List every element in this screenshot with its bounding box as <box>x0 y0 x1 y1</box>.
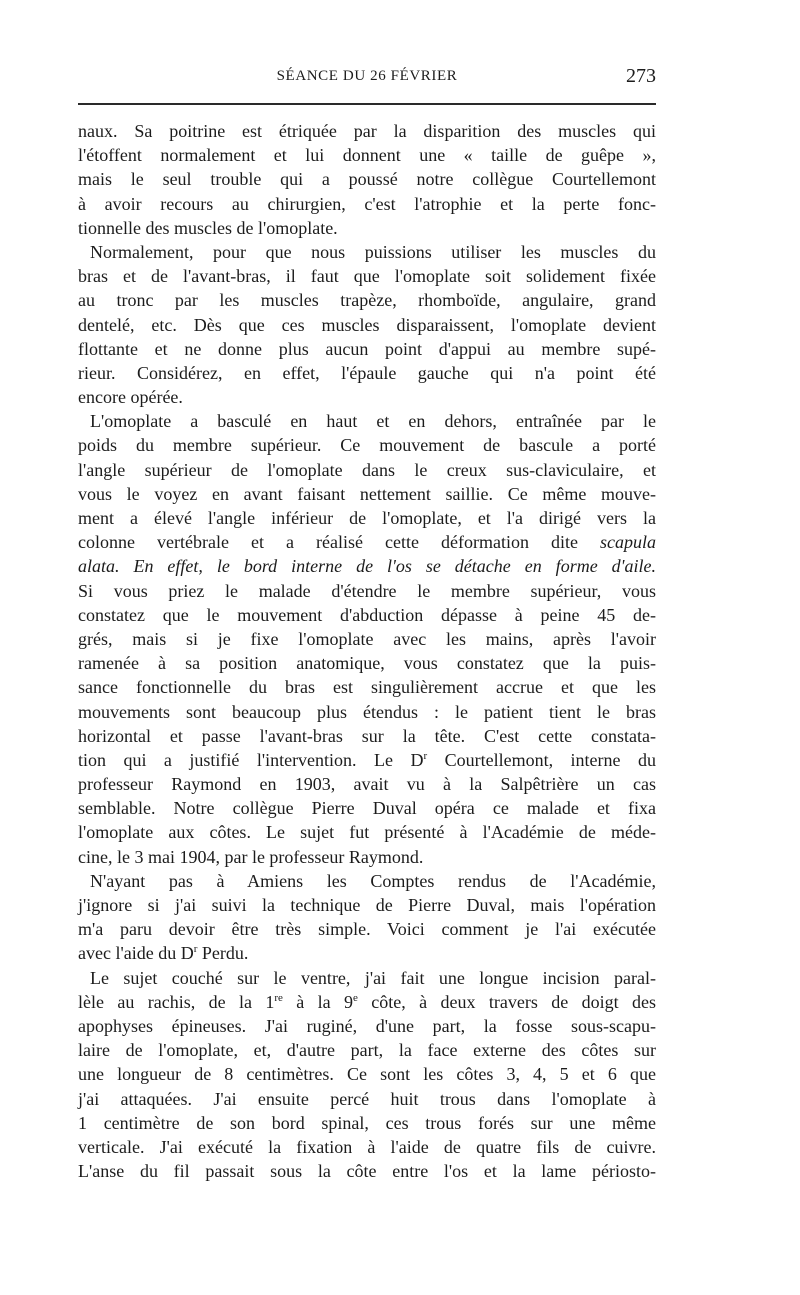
text-line: ment a élevé l'angle inférieur de l'omoplate, et l'a dirigé vers la <box>78 508 656 528</box>
text-line: vous le voyez en avant faisant nettement saillie. Ce même mouve- <box>78 483 656 504</box>
text-segment: tion qui a justifié l'intervention. Le D <box>78 749 424 770</box>
superscript: r <box>193 943 198 956</box>
page-number: 273 <box>626 65 656 87</box>
italic-term: alata. En effet, le bord interne de l'os se détache en forme d'aile. <box>78 556 656 577</box>
page-header <box>78 65 656 96</box>
text-segment: lèle au rachis, de la 1 <box>78 991 275 1012</box>
superscript: re <box>274 991 283 1004</box>
text-line: j'ignore si j'ai suivi la technique de Pierre Duval, mais l'opération <box>78 895 656 915</box>
text-segment: Perdu. <box>197 943 249 964</box>
text-segment: côte, à deux travers de doigt des <box>357 991 656 1012</box>
superscript: e <box>353 991 358 1004</box>
text-line: bras et de l'avant-bras, il faut que l'omoplate soit solidement fixée <box>78 266 656 287</box>
text-line: m'a paru devoir être très simple. Voici comment je l'ai exécutée <box>78 919 656 940</box>
text-line: l'omoplate aux côtes. Le sujet fut présenté à l'Académie de méde- <box>78 822 656 843</box>
text-line: horizontal et passe l'avant-bras sur la tête. C'est cette constata- <box>78 725 656 746</box>
text-line-with-superscript <box>78 941 656 965</box>
text-line: verticale. J'ai exécuté la fixation à l'aide de quatre fils de cuivre. <box>78 1136 656 1157</box>
text-segment: avec l'aide du D <box>78 943 194 964</box>
header-rule <box>78 103 656 105</box>
text-line: Si vous priez le malade d'étendre le membre supérieur, vous <box>78 580 656 601</box>
text-line: une longueur de 8 centimètres. Ce sont les côtes 3, 4, 5 et 6 que <box>78 1064 656 1085</box>
text-line: flottante et ne donne plus aucun point d'appui au membre supé- <box>78 338 656 359</box>
text-segment: colonne vertébrale et a réalisé cette déformation dite <box>78 532 578 553</box>
text-line: N'ayant pas à Amiens les Comptes rendus de l'Académie, <box>90 870 656 891</box>
text-line <box>78 554 656 578</box>
text-line: L'anse du fil passait sous la côte entre l'os et la lame périosto- <box>78 1161 656 1182</box>
text-line: cine, le 3 mai 1904, par le professeur Raymond. <box>78 846 424 867</box>
text-line: encore opérée. <box>78 387 183 408</box>
superscript: r <box>423 749 428 762</box>
text-line: mouvements sont beaucoup plus étendus : le patient tient le bras <box>78 701 656 722</box>
text-line: sance fonctionnelle du bras est singulièrement accrue et que les <box>78 677 656 698</box>
text-line: rieur. Considérez, en effet, l'épaule gauche qui n'a point été <box>78 362 656 383</box>
text-line: professeur Raymond en 1903, avait vu à la Salpêtrière un cas <box>78 774 656 795</box>
text-line: l'angle supérieur de l'omoplate dans le creux sus-claviculaire, et <box>78 459 656 480</box>
text-line: mais le seul trouble qui a poussé notre collègue Courtellemont <box>78 169 656 190</box>
body-text <box>78 119 656 1183</box>
text-line: j'ai attaquées. J'ai ensuite percé huit trous dans l'omoplate à <box>78 1088 656 1109</box>
text-line: apophyses épineuses. J'ai ruginé, d'une part, la fosse sous-scapu- <box>78 1015 656 1036</box>
text-segment: à la 9 <box>282 991 354 1012</box>
text-line: à avoir recours au chirurgien, c'est l'atrophie et la perte fonc- <box>78 193 656 214</box>
text-line: ramenée à sa position anatomique, vous constatez que la puis- <box>78 653 656 674</box>
text-line: laire de l'omoplate, et, d'autre part, la face externe des côtes sur <box>78 1040 656 1061</box>
text-line-with-italic <box>78 530 656 554</box>
text-line: Normalement, pour que nous puissions utiliser les muscles du <box>90 241 656 262</box>
text-segment: Courtellemont, interne du <box>427 749 656 770</box>
text-line: tionnelle des muscles de l'omoplate. <box>78 217 338 238</box>
text-line: l'étoffent normalement et lui donnent une « taille de guêpe », <box>78 145 656 166</box>
italic-term: scapula <box>600 532 657 553</box>
text-line: naux. Sa poitrine est étriquée par la disparition des muscles qui <box>78 121 656 141</box>
text-line: constatez que le mouvement d'abduction dépasse à peine 45 de- <box>78 604 656 625</box>
text-line: 1 centimètre de son bord spinal, ces trous forés sur une même <box>78 1112 656 1133</box>
text-line: Le sujet couché sur le ventre, j'ai fait une longue incision paral- <box>90 967 656 988</box>
running-title: SÉANCE DU 26 FÉVRIER <box>276 68 458 84</box>
text-line: semblable. Notre collègue Pierre Duval opéra ce malade et fixa <box>78 798 656 819</box>
text-line-with-superscript <box>78 990 656 1014</box>
text-line: poids du membre supérieur. Ce mouvement de bascule a porté <box>78 435 656 456</box>
text-line: L'omoplate a basculé en haut et en dehors, entraînée par le <box>90 411 656 432</box>
text-line-with-superscript <box>78 748 656 772</box>
text-line: au tronc par les muscles trapèze, rhomboïde, angulaire, grand <box>78 290 656 311</box>
text-line: dentelé, etc. Dès que ces muscles disparaissent, l'omoplate devient <box>78 314 656 335</box>
text-line: grés, mais si je fixe l'omoplate avec les mains, après l'avoir <box>78 628 656 649</box>
